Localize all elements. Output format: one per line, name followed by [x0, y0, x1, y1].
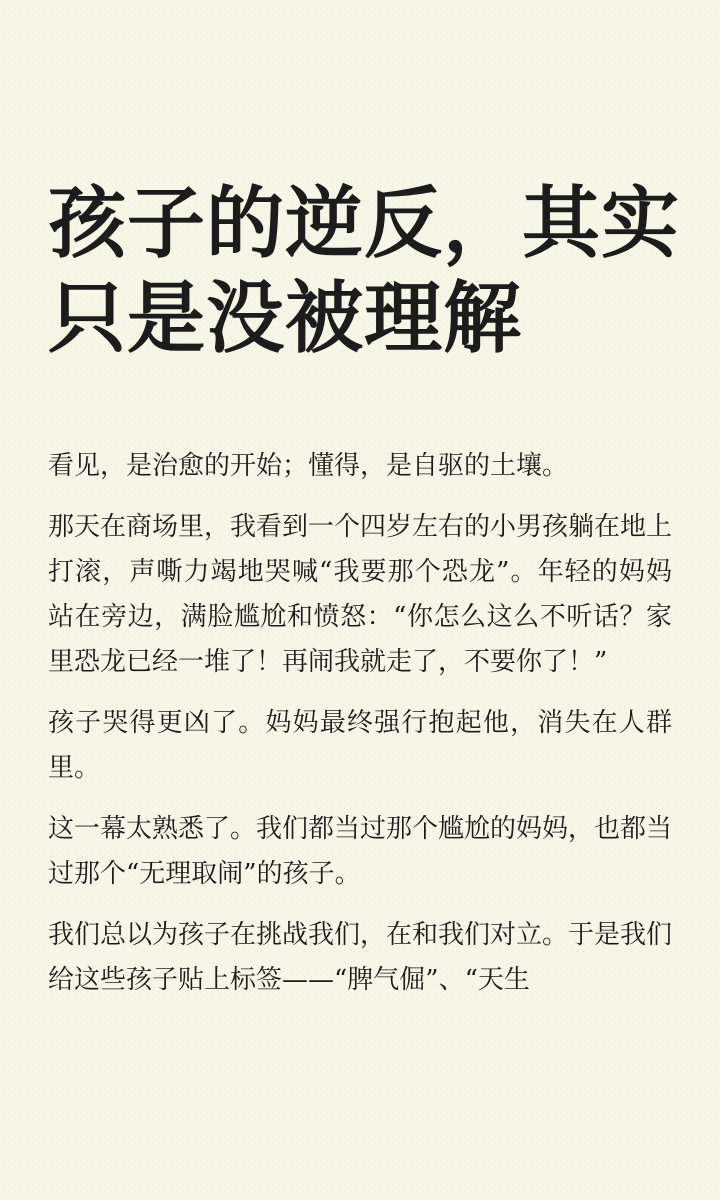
paragraph-5: 我们总以为孩子在挑战我们，在和我们对立。于是我们给这些孩子贴上标签——“脾气倔”、“天生	[48, 920, 673, 995]
article-body	[48, 444, 672, 1003]
paragraph-3: 孩子哭得更凶了。妈妈最终强行抱起他，消失在人群里。	[48, 708, 672, 783]
paragraph-2: 那天在商场里，我看到一个四岁左右的小男孩躺在地上打滚，声嘶力竭地哭喊“我要那个恐龙”。年轻的妈妈站在旁边，满脸尴尬和愤怒：“你怎么这么不听话？家里恐龙已经一堆了！再闹我就走了，不要你了！”	[48, 512, 673, 677]
paragraph-1: 看见，是治愈的开始；懂得，是自驱的土壤。	[48, 451, 569, 481]
paragraph-4: 这一幕太熟悉了。我们都当过那个尴尬的妈妈，也都当过那个“无理取闹”的孩子。	[48, 814, 673, 889]
article-title	[48, 0, 681, 366]
article-title-line-1: 孩子的逆反，其实	[48, 178, 681, 269]
article-title-line-2: 只是没被理解	[48, 273, 523, 364]
